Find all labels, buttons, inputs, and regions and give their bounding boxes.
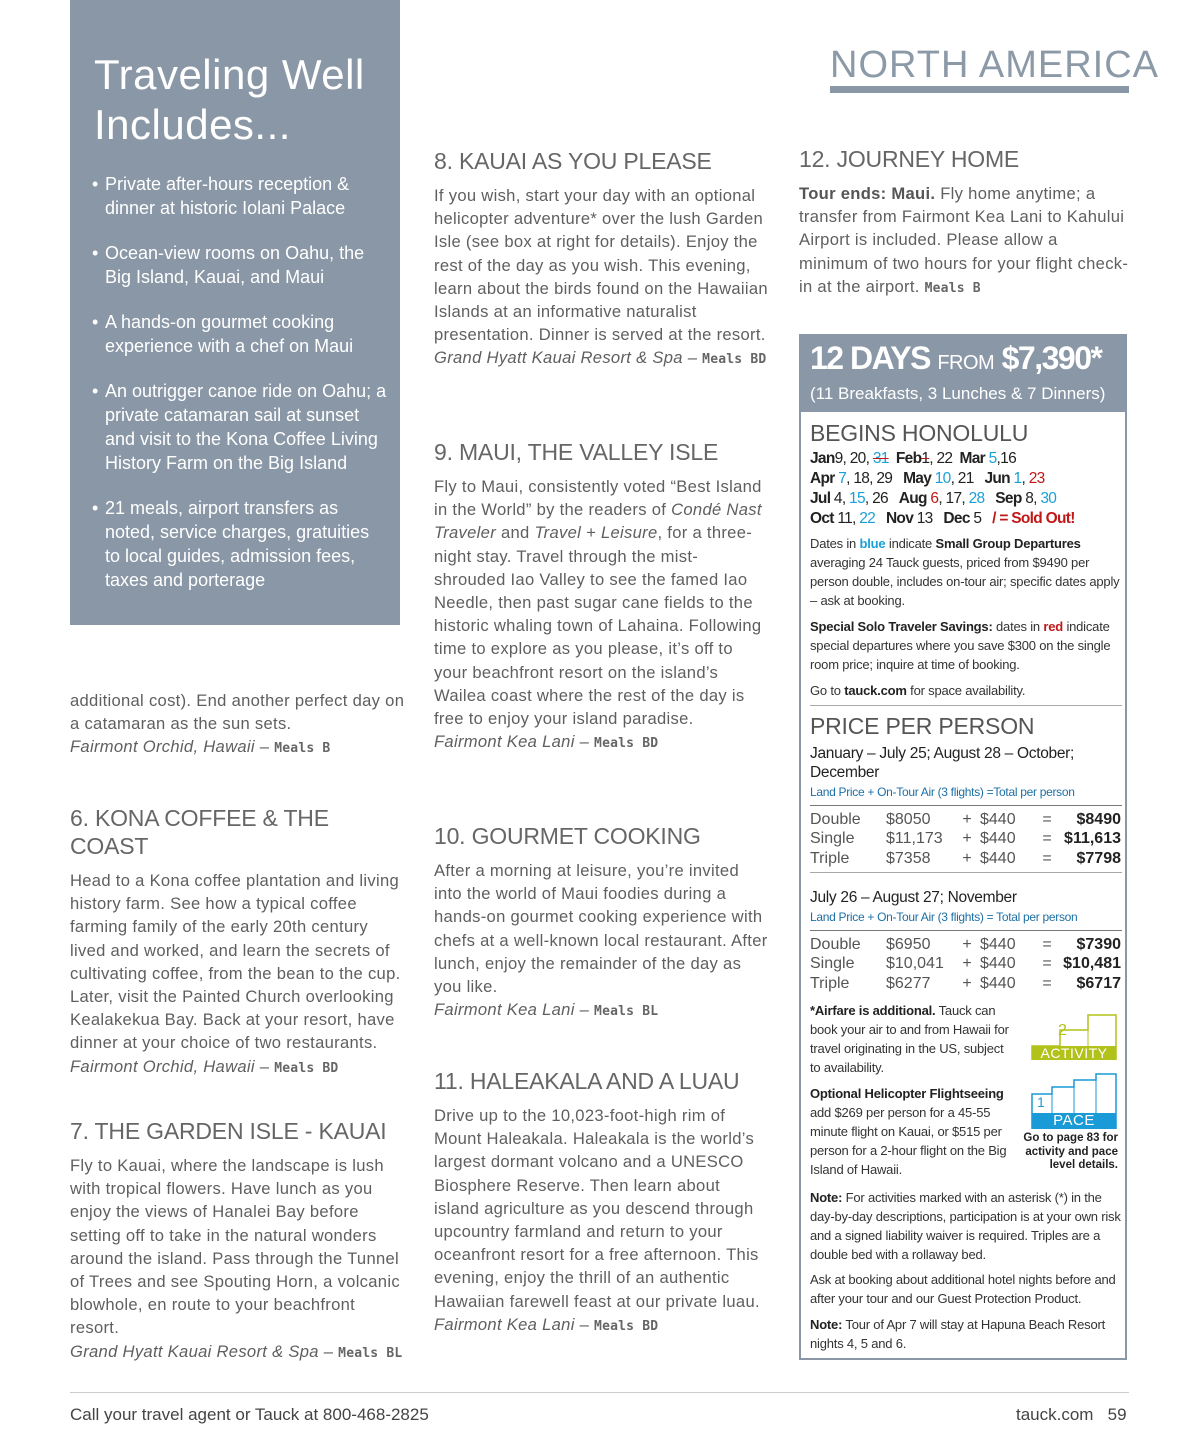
- date-list: 8,: [1025, 490, 1037, 507]
- room-type: Single: [810, 955, 855, 973]
- day-heading: 9. MAUI, THE VALLEY ISLE: [434, 439, 719, 465]
- solo-savings-note: [810, 617, 1120, 674]
- sold-out-legend: / = Sold Out!: [992, 510, 1075, 527]
- price-period: January – July 25; August 28 – October; December: [810, 745, 1075, 781]
- dates-row: [810, 509, 1122, 529]
- land-price: $7358: [886, 849, 931, 867]
- hotel-name: Grand Hyatt Kauai Resort & Spa: [434, 348, 683, 368]
- note-bold: Optional Helicopter Flightseeing: [810, 1086, 1004, 1101]
- month-label: May: [903, 470, 932, 487]
- air-price: $440: [980, 830, 1016, 848]
- apr-tour-note: [810, 1315, 1122, 1353]
- note-text: dates in: [996, 619, 1040, 634]
- day-heading: 10. GOURMET COOKING: [434, 823, 701, 849]
- body-text: , for a three-night stay. Travel through the mist-shrouded Iao Valley to see the famed Iao Needle, then past sugar cane fields to the historic whaling town of Lahaina. Following time to explore as you please, it’s off to your beachfront resort on the island’s Wailea coast where the rest of the day is free to enjoy your island paradise.: [434, 523, 762, 729]
- date-list: , 18, 29: [846, 470, 893, 487]
- meals-summary: (11 Breakfasts, 3 Lunches & 7 Dinners): [810, 384, 1106, 403]
- plus-sign: +: [962, 849, 972, 867]
- equals-sign: =: [1042, 955, 1052, 973]
- day-heading: 7. THE GARDEN ISLE - KAUAI: [70, 1118, 387, 1144]
- equals-sign: =: [1042, 810, 1052, 828]
- price-row: [810, 849, 1121, 869]
- room-type: Double: [810, 935, 861, 953]
- small-group-date: 15: [849, 490, 865, 507]
- magazine-name: Condé Nast Traveler: [434, 500, 762, 543]
- meals-code: Meals B: [924, 280, 981, 296]
- total-price: $7390: [1076, 935, 1121, 953]
- date-list: , 17,: [938, 490, 966, 507]
- inclusions-list: [92, 172, 388, 613]
- footer-page-number: tauck.com 59: [1016, 1405, 1127, 1424]
- body-text: additional cost). End another perfect day on a catamaran as the sun sets.: [70, 691, 405, 734]
- equals-sign: =: [1042, 974, 1052, 992]
- sold-out-date: 31: [872, 450, 889, 467]
- sold-out-date: 1: [921, 450, 930, 467]
- body-text: Head to a Kona coffee plantation and living history farm. See how a typical coffee farming family of the early 20th century lived and worked, and learn the secrets of cultivating coffee, from the bean to the cup. Later, visit the Painted Church overlooking Kealakekua Bay. Back at your resort, have dinner at your choice of two restaurants.: [70, 871, 401, 1053]
- room-type: Triple: [810, 974, 850, 992]
- price-row: [810, 974, 1121, 994]
- price-row: [810, 830, 1121, 850]
- body-text: Fly to Maui, consistently voted “Best Island in the World” by the readers of: [434, 477, 762, 520]
- day6-section: 6. KONA COFFEE & THE COAST Head to a Kona coffee plantation and living history farm. See how a typical coffee farming family of the early 20th century lived and worked, and learn the secrets of cultivating coffee, from the bean to the cup. Later, visit the Painted Church overlooking Kealakekua Bay. Back at your resort, have dinner at your choice of two restaurants. Fairmont Orchid, Hawaii – Meals BD: [70, 804, 408, 1080]
- inclusion-item: • 21 meals, airport transfers as noted, service charges, gratuities to local guides, admission fees, taxes and porterage: [92, 496, 388, 592]
- price-table: [810, 810, 1121, 869]
- pace-level-number: 1: [1037, 1094, 1045, 1110]
- dates-row: [810, 449, 1122, 469]
- region-rule: [830, 86, 1129, 93]
- date-list: , 22: [929, 450, 953, 467]
- solo-savings-date: 6: [930, 490, 939, 507]
- body-text: Drive up to the 10,023-foot-high rim of Mount Haleakala. Haleakala is the world’s largest dormant volcano and a UNESCO Biosphere Reserve. Then learn about island agriculture as you descend through upcountry farmland and return to your oceanfront resort for a free afternoon. This evening, enjoy the thrill of an authentic Hawaiian farewell feast at our private luau.: [434, 1106, 760, 1311]
- month-label: Feb: [895, 450, 922, 467]
- traveling-well-title: [94, 50, 365, 150]
- room-type: Double: [810, 810, 861, 828]
- day-heading: 6. KONA COFFEE & THE COAST: [70, 805, 329, 859]
- price-period: July 26 – August 27; November: [810, 889, 1017, 906]
- land-price: $10,041: [886, 955, 944, 973]
- body-text: If you wish, start your day with an optional helicopter adventure* over the lush Garden Isle (see box at right for details). Enjoy the rest of the day as you wish. This evening, learn about the birds found on the Hawaiian Islands at an informative naturalist presentation. Dinner is served at the resort.: [434, 186, 768, 345]
- date-list: , 26: [864, 490, 888, 507]
- air-price: $440: [980, 974, 1016, 992]
- magazine-name: Travel + Leisure: [534, 523, 658, 543]
- price-box-header: [801, 336, 1125, 412]
- small-group-date: 10: [934, 470, 951, 487]
- total-price: $6717: [1076, 974, 1121, 992]
- hotel-name: Fairmont Kea Lani: [434, 1314, 575, 1334]
- room-type: Single: [810, 830, 855, 848]
- total-price: $11,613: [1064, 830, 1121, 848]
- hotel-name: Fairmont Orchid, Hawaii: [70, 1056, 255, 1076]
- from-label: FROM: [937, 352, 995, 374]
- equals-sign: =: [1042, 849, 1052, 867]
- day12-section: [799, 145, 1129, 300]
- month-label: Nov: [885, 510, 914, 527]
- note-bold: Small Group Departures: [935, 536, 1081, 551]
- day8-section: 8. KAUAI AS YOU PLEASE If you wish, start your day with an optional helicopter adventure* over the lush Garden Isle (see box at right for details). Enjoy the rest of the day as you wish. This evening, learn about the birds found on the Hawaiian Islands at an informative naturalist presentation. Dinner is served at the resort. Grand Hyatt Kauai Resort & Spa – Meals BD: [434, 148, 768, 368]
- divider: [810, 805, 1122, 806]
- day-heading: 12. JOURNEY HOME: [799, 146, 1020, 172]
- small-group-date: 5: [988, 450, 997, 467]
- month-label: Jul: [810, 490, 831, 507]
- date-list: 11,: [837, 510, 856, 527]
- availability-note: [810, 681, 1120, 700]
- divider: [810, 930, 1122, 931]
- air-price: $440: [980, 849, 1016, 867]
- body-text: and: [500, 523, 530, 543]
- equals-sign: =: [1042, 935, 1052, 953]
- air-price: $440: [980, 935, 1016, 953]
- level-details-note: Go to page 83 for activity and pace level details.: [1023, 1132, 1118, 1171]
- total-price: $10,481: [1063, 955, 1121, 973]
- note-bold: Special Solo Traveler Savings:: [810, 619, 993, 634]
- month-label: Apr: [810, 470, 835, 487]
- price-box: [799, 334, 1127, 1360]
- blue-keyword: blue: [859, 536, 886, 551]
- meals-code: Meals BL: [594, 1004, 659, 1020]
- note-text: add $269 per person for a 45-55 minute flight on Kauai, or $515 per person for a 2-hour flight on the Big Island of Hawaii.: [810, 1105, 1007, 1177]
- note-text: indicate special departures where you save $300 on the single room price; inquire at time of booking.: [810, 619, 1111, 672]
- price-column-header: Land Price + On-Tour Air (3 flights) =Total per person: [810, 785, 1075, 799]
- small-group-date: 22: [859, 510, 876, 527]
- title-line-1: Traveling Well: [94, 51, 365, 98]
- activity-level-number: 2: [1058, 1022, 1067, 1039]
- meals-code: Meals BL: [338, 1345, 403, 1361]
- helicopter-note: [810, 1084, 1015, 1179]
- day10-section: 10. GOURMET COOKING After a morning at leisure, you’re invited into the world of Maui foodies during a hands-on gourmet cooking experience with chefs at a well-known local restaurant. After lunch, enjoy the remainder of the day as you like. Fairmont Kea Lani – Meals BL: [434, 823, 768, 1020]
- note-bold: *Airfare is additional.: [810, 1003, 936, 1018]
- activity-level-icon: [1030, 1013, 1118, 1061]
- month-label: Jan: [810, 450, 835, 467]
- tour-price-headline: [810, 340, 1101, 377]
- air-price: $440: [980, 955, 1016, 973]
- note-text: Dates in: [810, 536, 857, 551]
- day7-section: 7. THE GARDEN ISLE - KAUAI Fly to Kauai, where the landscape is lush with tropical flowers. Have lunch as you enjoy the views of Hanalei Bay before setting off to take in the natural wonders around the island. Pass through the Tunnel of Trees and see Spouting Horn, a volcanic blowhole, en route to your beachfront resort. Grand Hyatt Kauai Resort & Spa – Meals BL: [70, 1117, 408, 1365]
- begins-heading: BEGINS HONOLULU: [810, 420, 1029, 446]
- plus-sign: +: [962, 974, 972, 992]
- inclusion-item: • An outrigger canoe ride on Oahu; a private catamaran sail at sunset and visit to the Kona Coffee Living History Farm on the Big Island: [92, 379, 388, 475]
- date-list: 4,: [833, 490, 846, 507]
- traveling-well-box: [70, 0, 400, 625]
- meals-code: Meals BD: [702, 352, 767, 368]
- red-keyword: red: [1043, 619, 1064, 634]
- inclusion-item: • Private after-hours reception & dinner at historic Iolani Palace: [92, 172, 388, 220]
- total-price: $8490: [1076, 810, 1121, 828]
- inclusion-item: • Ocean-view rooms on Oahu, the Big Island, Kauai, and Maui: [92, 241, 388, 289]
- pace-label: PACE: [1053, 1112, 1095, 1129]
- divider: [810, 705, 1122, 706]
- price-row: [810, 810, 1121, 830]
- pace-level-icon: [1030, 1072, 1118, 1130]
- date-list: ,16: [996, 450, 1016, 467]
- tour-ends-label: Tour ends: Maui.: [799, 184, 936, 203]
- price-row: [810, 935, 1121, 955]
- note-bold: Note:: [810, 1317, 843, 1332]
- air-price: $440: [980, 810, 1016, 828]
- month-label: Mar: [959, 450, 986, 467]
- divider: [810, 872, 1122, 873]
- meals-code: Meals BD: [594, 736, 659, 752]
- month-label: Jun: [984, 470, 1010, 487]
- land-price: $6950: [886, 935, 931, 953]
- body-text: Fly to Kauai, where the landscape is lush with tropical flowers. Have lunch as you enjoy the views of Hanalei Bay before setting off to take in the natural wonders around the island. Pass through the Tunnel of Trees and see Spouting Horn, a volcanic blowhole, en route to your beachfront resort.: [70, 1156, 400, 1338]
- plus-sign: +: [962, 935, 972, 953]
- day9-section: 9. MAUI, THE VALLEY ISLE Fly to Maui, consistently voted “Best Island in the World” by the readers of Condé Nast Traveler and Travel + Leisure, for a three-night stay. Travel through the mist-shrouded Iao Valley to see the famed Iao Needle, then past sugar cane fields to the historic whaling town of Lahaina. Following time to explore as you please, it’s off to your beachfront resort on the island’s Wailea coast where the rest of the day is free to enjoy your island paradise. Fairmont Kea Lani – Meals BD: [434, 438, 769, 755]
- footer-contact: Call your travel agent or Tauck at 800-468-2825: [70, 1405, 429, 1424]
- month-label: Aug: [898, 490, 927, 507]
- day-heading: 11. HALEAKALA AND A LUAU: [434, 1068, 740, 1094]
- hotel-name: Fairmont Kea Lani: [434, 1000, 575, 1020]
- room-type: Triple: [810, 849, 850, 867]
- title-line-2: Includes...: [94, 101, 291, 148]
- dates-row: [810, 489, 1122, 509]
- activity-label: ACTIVITY: [1040, 1045, 1108, 1061]
- waiver-note: [810, 1188, 1122, 1264]
- land-price: $6277: [886, 974, 931, 992]
- plus-sign: +: [962, 955, 972, 973]
- meals-code: Meals B: [274, 741, 331, 757]
- date-list: 13: [916, 510, 933, 527]
- month-label: Oct: [810, 510, 834, 527]
- meals-code: Meals BD: [594, 1318, 659, 1334]
- price-heading: PRICE PER PERSON: [810, 713, 1035, 739]
- region-title: NORTH AMERICA: [830, 44, 1160, 86]
- date-list: 5: [973, 510, 982, 527]
- land-price: $11,173: [886, 830, 943, 848]
- day11-section: 11. HALEAKALA AND A LUAU Drive up to the 10,023-foot-high rim of Mount Haleakala. Haleakala is the world’s largest dormant volcano and a UNESCO Biosphere Reserve. Then learn about island agriculture as you descend through upcountry farmland and return to your oceanfront resort for a free afternoon. This evening, enjoy the thrill of an authentic Hawaiian farewell feast at our private luau. Fairmont Kea Lani – Meals BD: [434, 1067, 769, 1338]
- footer-rule: [70, 1392, 1129, 1393]
- body-text: Fly home anytime; a transfer from Fairmont Kea Lani to Kahului Airport is included. Please allow a minimum of two hours for your flight check-in at the airport.: [799, 184, 1129, 296]
- day-heading: 8. KAUAI AS YOU PLEASE: [434, 148, 712, 174]
- note-text: Tour of Apr 7 will stay at Hapuna Beach Resort nights 4, 5 and 6.: [810, 1317, 1106, 1351]
- plus-sign: +: [962, 830, 972, 848]
- land-price: $8050: [886, 810, 931, 828]
- date-list: 9, 20,: [834, 450, 870, 467]
- website-link[interactable]: tauck.com: [844, 683, 907, 698]
- note-text: For activities marked with an asterisk (*) in the day-by-day descriptions, participation is at your own risk and a signed liability waiver is required. Triples are a double bed with a rollaway bed.: [810, 1190, 1121, 1262]
- days-label: 12 DAYS: [810, 340, 930, 376]
- departure-dates: [810, 449, 1122, 529]
- price-column-header: Land Price + On-Tour Air (3 flights) = Total per person: [810, 910, 1078, 924]
- small-group-date: 28: [968, 490, 985, 507]
- month-label: Dec: [943, 510, 970, 527]
- from-price: $7,390*: [1001, 340, 1102, 376]
- meals-code: Meals BD: [274, 1060, 339, 1076]
- price-table: [810, 935, 1121, 994]
- note-text: Tauck can book your air to and from Hawaii for travel originating in the US, subject to availability.: [810, 1003, 1009, 1075]
- month-label: Sep: [995, 490, 1022, 507]
- note-text: for space availability.: [910, 683, 1026, 698]
- note-text: averaging 24 Tauck guests, priced from $9490 per person double, includes on-tour air; specific dates apply – ask at booking.: [810, 555, 1120, 608]
- note-bold: Note:: [810, 1190, 843, 1205]
- total-price: $7798: [1076, 849, 1121, 867]
- solo-savings-date: 23: [1028, 470, 1045, 487]
- inclusion-item: • A hands-on gourmet cooking experience with a chef on Maui: [92, 310, 388, 358]
- plus-sign: +: [962, 810, 972, 828]
- note-text: Go to: [810, 683, 841, 698]
- body-text: After a morning at leisure, you’re invited into the world of Maui foodies during a hands-on gourmet cooking experience with chefs at a well-known local restaurant. After lunch, enjoy the remainder of the day as you like.: [434, 861, 768, 997]
- small-group-date: 7: [838, 470, 847, 487]
- small-group-note: [810, 534, 1120, 610]
- airfare-note: [810, 1001, 1010, 1077]
- price-row: [810, 955, 1121, 975]
- hotel-name: Fairmont Kea Lani: [434, 732, 575, 752]
- small-group-date: 30: [1040, 490, 1057, 507]
- hotel-name: Grand Hyatt Kauai Resort & Spa: [70, 1341, 319, 1361]
- small-group-date: 1: [1013, 470, 1022, 487]
- equals-sign: =: [1042, 830, 1052, 848]
- dates-row: [810, 469, 1122, 489]
- day5-continuation: additional cost). End another perfect day on a catamaran as the sun sets. Fairmont Orchid, Hawaii – Meals B: [70, 691, 405, 757]
- date-list: ,: [1021, 470, 1026, 487]
- hotel-name: Fairmont Orchid, Hawaii: [70, 737, 255, 757]
- extra-nights-note: Ask at booking about additional hotel nights before and after your tour and our Guest Protection Product.: [810, 1272, 1116, 1306]
- date-list: , 21: [950, 470, 974, 487]
- note-text: indicate: [888, 536, 933, 551]
